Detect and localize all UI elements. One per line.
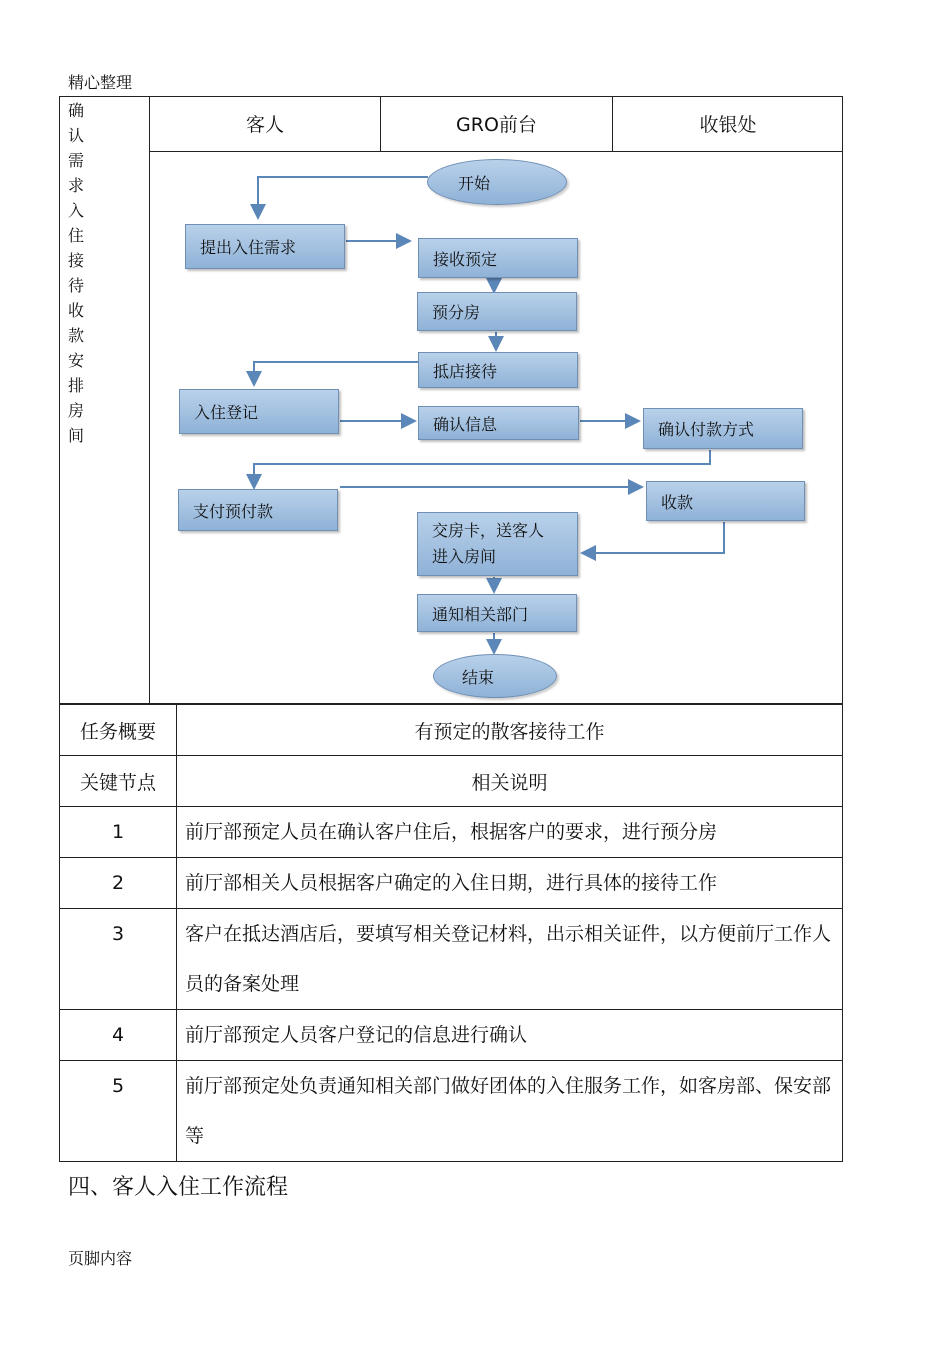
start-node: 开始 [427,159,567,205]
row-text: 前厅部预定人员在确认客户住后，根据客户的要求，进行预分房 [177,807,843,858]
key-value: 相关说明 [177,756,843,807]
section-title: 四、客人入住工作流程 [68,1175,289,1200]
receive-booking-step: 接收预定 [418,238,578,278]
row-number: 3 [60,909,177,1010]
check-in-register-step: 入住登记 [179,389,339,434]
table-row [60,1010,843,1061]
summary-value: 有预定的散客接待工作 [177,705,843,756]
collect-payment-step: 收款 [646,481,805,521]
end-node: 结束 [433,654,557,698]
side-label: 确 认 需 求 入 住 接 待 收 款 安 排 房 间 [67,101,84,445]
row-text: 前厅部预定处负责通知相关部门做好团体的入住服务工作，如客房部、保安部等 [177,1061,843,1162]
table-row [60,807,843,858]
arrival-reception-step: 抵店接待 [418,352,578,388]
summary-label: 任务概要 [60,705,177,756]
row-number: 1 [60,807,177,858]
key-points-table [59,704,843,1162]
table-row [60,858,843,909]
pre-assign-room-step: 预分房 [417,292,577,331]
row-text: 客户在抵达酒店后，要填写相关登记材料，出示相关证件，以方便前厅工作人员的备案处理 [177,909,843,1010]
lane-front-desk-header: GRO前台 [456,114,537,136]
row-text: 前厅部预定人员客户登记的信息进行确认 [177,1010,843,1061]
key-label: 关键节点 [60,756,177,807]
header-note: 精心整理 [68,73,133,92]
summary-row [60,705,843,756]
row-number: 2 [60,858,177,909]
notify-departments-step: 通知相关部门 [417,594,577,632]
lane-cashier-header: 收银处 [699,114,757,136]
confirm-payment-step: 确认付款方式 [643,408,803,449]
table-row [60,1061,843,1162]
row-number: 4 [60,1010,177,1061]
lane-guest-header: 客人 [245,114,284,136]
confirm-info-step: 确认信息 [418,406,579,440]
pay-deposit-step: 支付预付款 [178,489,338,531]
handover-room-card-step: 交房卡，送客人 进入房间 [417,512,578,576]
page-footer: 页脚内容 [68,1249,133,1268]
table-row [60,909,843,1010]
request-stay-step: 提出入住需求 [185,224,345,269]
row-number: 5 [60,1061,177,1162]
key-header-row [60,756,843,807]
row-text: 前厅部相关人员根据客户确定的入住日期，进行具体的接待工作 [177,858,843,909]
